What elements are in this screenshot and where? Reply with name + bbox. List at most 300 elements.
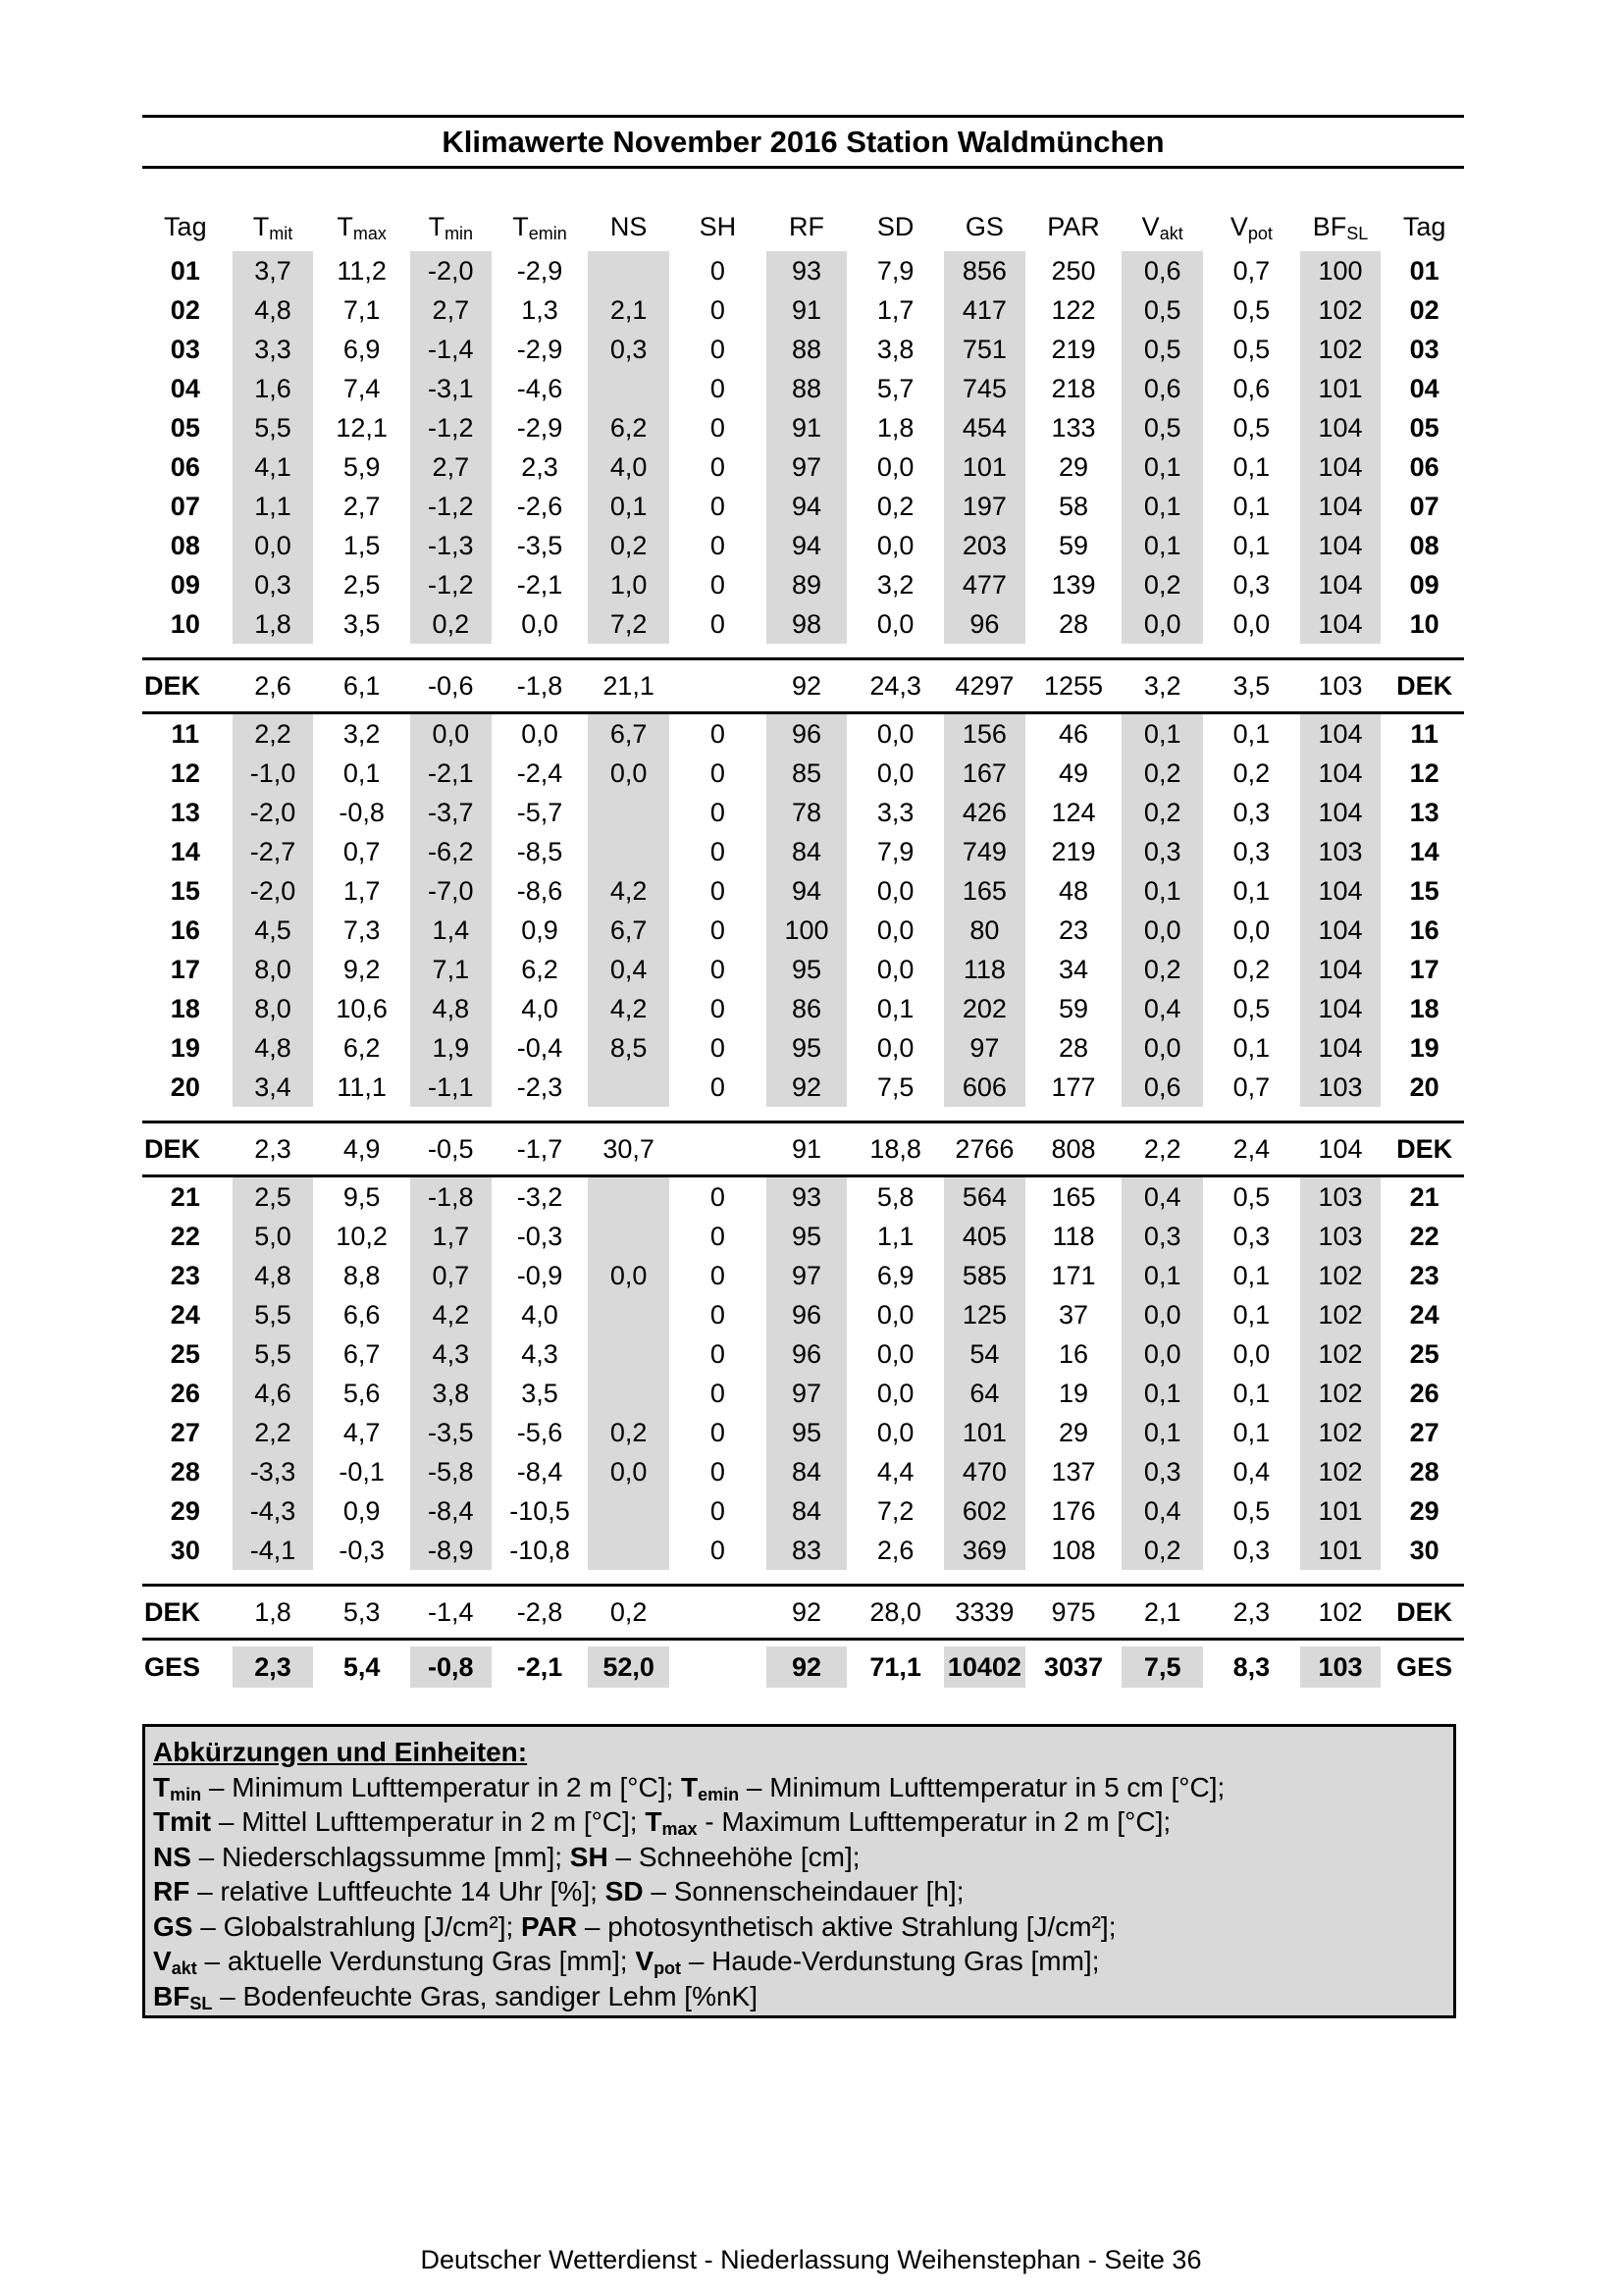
table-cell: 0,1	[1118, 447, 1207, 487]
table-cell: -4,1	[229, 1531, 318, 1570]
table-cell: 30,7	[584, 1122, 673, 1176]
row-label: 10	[170, 609, 200, 639]
table-cell: 0	[709, 1339, 725, 1369]
table-cell: 85	[762, 754, 852, 793]
table-row	[142, 754, 1464, 793]
table-cell: -8,4	[516, 1457, 563, 1487]
table-cell	[584, 369, 673, 408]
table-cell: 0	[709, 1182, 725, 1212]
legend-abbr: SH	[569, 1841, 608, 1872]
table-cell: -3,7	[406, 793, 496, 832]
row-label-right: 27	[1409, 1418, 1439, 1447]
row-label-right: 29	[1409, 1496, 1439, 1526]
table-cell: 0,5	[1232, 1496, 1271, 1526]
table-cell: 0	[709, 837, 725, 866]
row-label-right: 24	[1409, 1300, 1439, 1330]
table-cell: 0,1	[584, 487, 673, 526]
legend-text: - Maximum Lufttemperatur in 2 m [°C];	[697, 1806, 1172, 1837]
row-label-right: 09	[1409, 570, 1439, 600]
table-row	[142, 1068, 1464, 1107]
table-cell: 5,5	[229, 1295, 318, 1334]
table-cell: 0,1	[1118, 713, 1207, 755]
table-cell: 2,3	[521, 452, 558, 482]
table-cell: 0,2	[1118, 1531, 1207, 1570]
table-cell: 101	[940, 447, 1029, 487]
table-cell: 405	[940, 1217, 1029, 1256]
table-cell: 0,0	[584, 754, 673, 793]
table-cell: 0	[709, 1457, 725, 1487]
row-label-right: 14	[1409, 837, 1439, 866]
table-cell: 29	[1059, 452, 1089, 482]
legend-box	[142, 1724, 1456, 2018]
table-cell: 6,7	[584, 911, 673, 950]
table-cell: 7,9	[876, 256, 915, 286]
table-cell: 3,8	[406, 1374, 496, 1413]
table-cell: 219	[1051, 335, 1096, 364]
table-cell: 0,2	[584, 526, 673, 565]
table-cell: 104	[1296, 604, 1386, 644]
table-cell: 0,5	[1118, 408, 1207, 447]
table-cell: 0,0	[876, 876, 915, 906]
table-cell: 10,2	[336, 1222, 388, 1251]
table-cell: 606	[940, 1068, 1029, 1107]
table-cell: 0,2	[584, 1413, 673, 1452]
table-cell: 2,3	[1207, 1586, 1296, 1640]
table-cell: 104	[1296, 950, 1386, 989]
row-label: 12	[170, 758, 200, 788]
table-cell	[584, 1217, 673, 1256]
table-row	[142, 565, 1464, 604]
legend-text: – photosynthetisch aktive Strahlung [J/cm²];	[577, 1910, 1117, 1942]
table-cell: 6,2	[521, 955, 558, 984]
row-label-right: 22	[1409, 1222, 1439, 1251]
table-cell: 2,6	[229, 659, 318, 713]
table-cell: -0,9	[516, 1261, 563, 1290]
table-cell: 78	[762, 793, 852, 832]
table-cell: 3,5	[342, 609, 381, 639]
table-cell: 0,1	[1118, 1374, 1207, 1413]
row-label: 05	[170, 413, 200, 443]
row-label: 17	[170, 955, 200, 984]
table-cell: 104	[1296, 1122, 1386, 1176]
table-cell: 0,1	[1118, 1256, 1207, 1295]
table-cell: -1,2	[406, 487, 496, 526]
table-cell: 0,1	[1232, 452, 1271, 482]
table-cell: 0,1	[1232, 1379, 1271, 1408]
row-label: DEK	[142, 659, 229, 713]
table-cell: 2,4	[1207, 1122, 1296, 1176]
col-header-rf: RF	[789, 212, 824, 241]
table-cell: 5,8	[876, 1182, 915, 1212]
table-cell: 2,2	[229, 1413, 318, 1452]
table-cell: 0,5	[1232, 413, 1271, 443]
table-cell: 104	[1296, 565, 1386, 604]
table-cell: 0,0	[1232, 609, 1271, 639]
table-cell: -10,8	[509, 1536, 570, 1565]
legend-abbr: $T_{emin}$	[681, 1771, 740, 1804]
table-cell: 0	[709, 374, 725, 403]
table-row	[142, 1374, 1464, 1413]
row-label-right: 17	[1409, 955, 1439, 984]
table-cell: 0,0	[1232, 915, 1271, 945]
table-cell: 0,0	[876, 1418, 915, 1447]
table-cell: 0,3	[1232, 570, 1271, 600]
table-cell: 0,0	[584, 1452, 673, 1491]
row-label: 23	[170, 1261, 200, 1290]
row-label-right: 07	[1409, 492, 1439, 521]
row-label: GES	[144, 1652, 201, 1682]
table-cell: 1,6	[229, 369, 318, 408]
table-cell: 4,6	[229, 1374, 318, 1413]
table-cell: 4,8	[229, 1256, 318, 1295]
table-cell: 12,1	[336, 413, 388, 443]
table-cell: 3,5	[1207, 659, 1296, 713]
legend-abbr: Tmit	[153, 1806, 212, 1837]
table-cell: -3,3	[229, 1452, 318, 1491]
table-cell: 4,3	[521, 1339, 558, 1369]
table-cell: -3,2	[516, 1182, 563, 1212]
row-label: 29	[170, 1496, 200, 1526]
decade-summary-row	[142, 659, 1464, 713]
legend-abbr: SD	[604, 1876, 644, 1906]
table-cell: 0,7	[342, 837, 381, 866]
table-cell: 3,5	[521, 1379, 558, 1408]
table-cell: 7,4	[342, 374, 381, 403]
row-label-right: DEK	[1385, 1586, 1464, 1640]
table-cell: -2,4	[516, 758, 563, 788]
table-cell: 0,0	[1118, 911, 1207, 950]
table-cell: 0,0	[876, 915, 915, 945]
table-cell: -1,7	[496, 1122, 585, 1176]
row-label-right: 15	[1409, 876, 1439, 906]
legend-line	[153, 1770, 1445, 1805]
col-header-sd: SD	[876, 212, 915, 241]
table-cell: 0,0	[876, 609, 915, 639]
table-row	[142, 251, 1464, 290]
table-cell: 7,2	[876, 1496, 915, 1526]
table-cell	[584, 793, 673, 832]
table-cell: 0,1	[1232, 492, 1271, 521]
table-cell: 6,7	[584, 713, 673, 755]
table-cell: 7,3	[342, 915, 381, 945]
table-cell: 101	[1296, 1531, 1386, 1570]
table-row	[142, 1491, 1464, 1531]
table-cell: 0,3	[1232, 798, 1271, 827]
row-label: 15	[170, 876, 200, 906]
table-cell: 0,3	[1118, 832, 1207, 871]
table-cell: 0,0	[876, 1033, 915, 1063]
table-cell: 1,1	[229, 487, 318, 526]
table-cell: 1,7	[876, 295, 915, 325]
table-row	[142, 408, 1464, 447]
table-cell: 0,3	[1232, 837, 1271, 866]
row-label-right: 13	[1409, 798, 1439, 827]
table-cell: -1,2	[406, 408, 496, 447]
table-cell: 10402	[940, 1640, 1029, 1695]
row-label: DEK	[142, 1586, 229, 1640]
table-cell: 177	[1051, 1072, 1096, 1102]
table-cell: 0,0	[876, 758, 915, 788]
table-cell: 3,8	[876, 335, 915, 364]
table-cell: 46	[1059, 719, 1089, 749]
table-cell: 470	[940, 1452, 1029, 1491]
table-cell: 0	[709, 915, 725, 945]
table-cell: 101	[1296, 1491, 1386, 1531]
col-header-tag: Tag	[164, 212, 207, 241]
table-cell: 96	[762, 1334, 852, 1374]
table-cell: -0,8	[339, 798, 385, 827]
table-cell: 11,2	[337, 256, 387, 286]
table-cell: 18,8	[851, 1122, 940, 1176]
col-header-bfsl: $BF_{SL}$	[1312, 212, 1369, 243]
table-cell: 0,4	[1118, 989, 1207, 1028]
table-cell: 3339	[940, 1586, 1029, 1640]
row-label: 04	[170, 374, 200, 403]
table-cell	[584, 1374, 673, 1413]
table-cell: -2,0	[229, 793, 318, 832]
table-cell: 0	[709, 955, 725, 984]
table-cell: 0,0	[521, 719, 558, 749]
table-cell: 2,7	[406, 290, 496, 330]
table-cell: 101	[940, 1413, 1029, 1452]
table-cell: 0,4	[1232, 1457, 1271, 1487]
table-row	[142, 832, 1464, 871]
table-cell: 1255	[1029, 659, 1119, 713]
table-cell: 97	[762, 447, 852, 487]
table-cell: 23	[1059, 915, 1089, 945]
table-row	[142, 1413, 1464, 1452]
table-cell: -2,0	[406, 251, 496, 290]
table-row	[142, 447, 1464, 487]
table-cell: 103	[1296, 1217, 1386, 1256]
table-row	[142, 1531, 1464, 1570]
table-cell: 2,1	[1118, 1586, 1207, 1640]
table-cell: 7,1	[406, 950, 496, 989]
table-cell: 84	[762, 1491, 852, 1531]
table-cell: 250	[1051, 256, 1096, 286]
table-cell: 94	[762, 487, 852, 526]
table-cell: 95	[762, 1028, 852, 1068]
table-row	[142, 989, 1464, 1028]
table-cell: 94	[762, 871, 852, 911]
table-cell: 165	[940, 871, 1029, 911]
table-cell: 0,3	[584, 330, 673, 369]
table-cell: 4,5	[229, 911, 318, 950]
table-cell: 97	[940, 1028, 1029, 1068]
table-cell: 0,1	[1232, 1418, 1271, 1447]
table-cell: 97	[762, 1374, 852, 1413]
table-cell: 0,1	[1232, 876, 1271, 906]
table-cell: 103	[1296, 1068, 1386, 1107]
table-cell: -0,1	[339, 1457, 385, 1487]
table-cell: 0,4	[1118, 1491, 1207, 1531]
table-cell: 1,8	[876, 413, 915, 443]
table-cell: 564	[940, 1176, 1029, 1218]
row-label-right: 18	[1409, 994, 1439, 1023]
table-cell: -3,5	[406, 1413, 496, 1452]
row-label: 27	[170, 1418, 200, 1447]
row-label-right: 23	[1409, 1261, 1439, 1290]
table-cell: 1,7	[406, 1217, 496, 1256]
table-cell: 4,4	[876, 1457, 915, 1487]
table-cell: 96	[762, 713, 852, 755]
climate-table	[142, 202, 1464, 1694]
spacer-row	[142, 1570, 1464, 1586]
table-row	[142, 871, 1464, 911]
table-cell: 92	[762, 659, 852, 713]
table-cell: 104	[1296, 793, 1386, 832]
legend-abbr: $V_{akt}$	[153, 1946, 197, 1978]
col-header-tmax: $T_{max}$	[337, 212, 387, 243]
table-cell: 3,4	[229, 1068, 318, 1107]
table-cell: 3,2	[342, 719, 381, 749]
table-row	[142, 1176, 1464, 1218]
table-cell	[673, 659, 762, 713]
col-header-ns: NS	[609, 212, 648, 241]
table-cell: 0,0	[1232, 1339, 1271, 1369]
table-cell: 4,8	[229, 290, 318, 330]
row-label-right: 02	[1409, 295, 1439, 325]
row-label: 13	[170, 798, 200, 827]
table-cell: 3,3	[876, 798, 915, 827]
table-cell: 19	[1059, 1379, 1089, 1408]
table-cell: 0	[709, 1300, 725, 1330]
table-cell: -0,3	[516, 1222, 563, 1251]
table-cell: 102	[1296, 1452, 1386, 1491]
table-cell: 94	[762, 526, 852, 565]
table-cell: 4,9	[317, 1122, 406, 1176]
table-cell: 5,5	[229, 408, 318, 447]
table-cell: 28,0	[851, 1586, 940, 1640]
table-cell: 64	[940, 1374, 1029, 1413]
table-cell: 1,1	[876, 1222, 915, 1251]
table-cell: 108	[1051, 1536, 1096, 1565]
table-cell: 122	[1051, 295, 1096, 325]
table-cell: 602	[940, 1491, 1029, 1531]
table-cell: -2,3	[516, 1072, 563, 1102]
table-cell: 165	[1051, 1182, 1096, 1212]
row-label: 08	[170, 531, 200, 560]
table-cell: 102	[1296, 290, 1386, 330]
table-cell: 0,2	[1118, 793, 1207, 832]
table-cell: 167	[940, 754, 1029, 793]
row-label-right: 06	[1409, 452, 1439, 482]
table-cell: 84	[762, 1452, 852, 1491]
col-header-gs: GS	[965, 212, 1004, 241]
table-cell	[584, 832, 673, 871]
table-cell: 2,7	[342, 492, 381, 521]
table-cell: 6,2	[342, 1033, 381, 1063]
table-cell: 0	[709, 876, 725, 906]
table-cell: 0,9	[521, 915, 558, 945]
table-cell: 856	[940, 251, 1029, 290]
table-cell: 48	[1059, 876, 1089, 906]
table-cell: 93	[762, 251, 852, 290]
climate-table-body	[142, 251, 1464, 1694]
table-cell: 1,8	[229, 604, 318, 644]
table-row	[142, 369, 1464, 408]
table-cell: 4,1	[229, 447, 318, 487]
table-cell: 124	[1051, 798, 1096, 827]
table-cell: -6,2	[406, 832, 496, 871]
table-cell: -8,5	[516, 837, 563, 866]
table-cell: -2,7	[229, 832, 318, 871]
table-cell: 2,5	[342, 570, 381, 600]
table-cell: 4,2	[584, 989, 673, 1028]
table-cell: 0,4	[584, 950, 673, 989]
spacer-row	[142, 1107, 1464, 1122]
legend-title: Abkürzungen und Einheiten:	[153, 1737, 528, 1767]
table-cell: 2,3	[229, 1640, 318, 1695]
table-cell: 6,7	[342, 1339, 381, 1369]
table-cell: 2,6	[876, 1536, 915, 1565]
col-header-tag-right: Tag	[1402, 212, 1446, 241]
table-cell: 0,3	[1118, 1217, 1207, 1256]
table-cell: 0,2	[406, 604, 496, 644]
table-cell: 125	[940, 1295, 1029, 1334]
table-cell: 0,7	[1232, 1072, 1271, 1102]
legend-abbr: GS	[153, 1910, 193, 1942]
total-row	[142, 1640, 1464, 1695]
table-row	[142, 911, 1464, 950]
decade-summary-row	[142, 1586, 1464, 1640]
table-cell: 92	[762, 1586, 852, 1640]
table-cell: 0,3	[1232, 1222, 1271, 1251]
table-cell: 71,1	[869, 1652, 921, 1682]
table-cell: 426	[940, 793, 1029, 832]
table-cell: 52,0	[584, 1640, 673, 1695]
table-cell: 369	[940, 1531, 1029, 1570]
table-cell: 477	[940, 565, 1029, 604]
table-cell: 104	[1296, 871, 1386, 911]
table-cell: -8,6	[516, 876, 563, 906]
table-cell: -2,8	[496, 1586, 585, 1640]
col-header-vpot: $V_{pot}$	[1230, 212, 1273, 243]
table-cell: 0,0	[1118, 604, 1207, 644]
table-cell: 0,3	[229, 565, 318, 604]
row-label: 11	[171, 719, 200, 749]
table-cell: 171	[1051, 1261, 1096, 1290]
table-cell: 0	[709, 1222, 725, 1251]
table-cell: 6,9	[876, 1261, 915, 1290]
table-cell: 0,7	[1232, 256, 1271, 286]
table-cell: 84	[762, 832, 852, 871]
table-cell: 21,1	[584, 659, 673, 713]
table-cell: 5,3	[317, 1586, 406, 1640]
row-label-right: 04	[1409, 374, 1439, 403]
table-cell: 58	[1059, 492, 1089, 521]
table-cell: 0,6	[1118, 369, 1207, 408]
table-cell: 133	[1051, 413, 1096, 443]
spacer-row	[142, 644, 1464, 659]
table-cell: 4,3	[406, 1334, 496, 1374]
table-cell: 0,4	[1118, 1176, 1207, 1218]
table-row	[142, 1256, 1464, 1295]
table-cell: 0,3	[1118, 1452, 1207, 1491]
table-cell: 1,0	[584, 565, 673, 604]
table-cell: 0,0	[876, 1379, 915, 1408]
row-label: DEK	[142, 1122, 229, 1176]
col-header-par: PAR	[1047, 212, 1100, 241]
table-cell: 102	[1296, 1413, 1386, 1452]
table-cell: 0	[709, 1418, 725, 1447]
table-cell: 202	[940, 989, 1029, 1028]
table-row	[142, 1295, 1464, 1334]
row-label: 26	[170, 1379, 200, 1408]
row-label-right: DEK	[1385, 1122, 1464, 1176]
table-cell: 7,2	[584, 604, 673, 644]
legend-abbr: $T_{min}$	[153, 1771, 202, 1804]
